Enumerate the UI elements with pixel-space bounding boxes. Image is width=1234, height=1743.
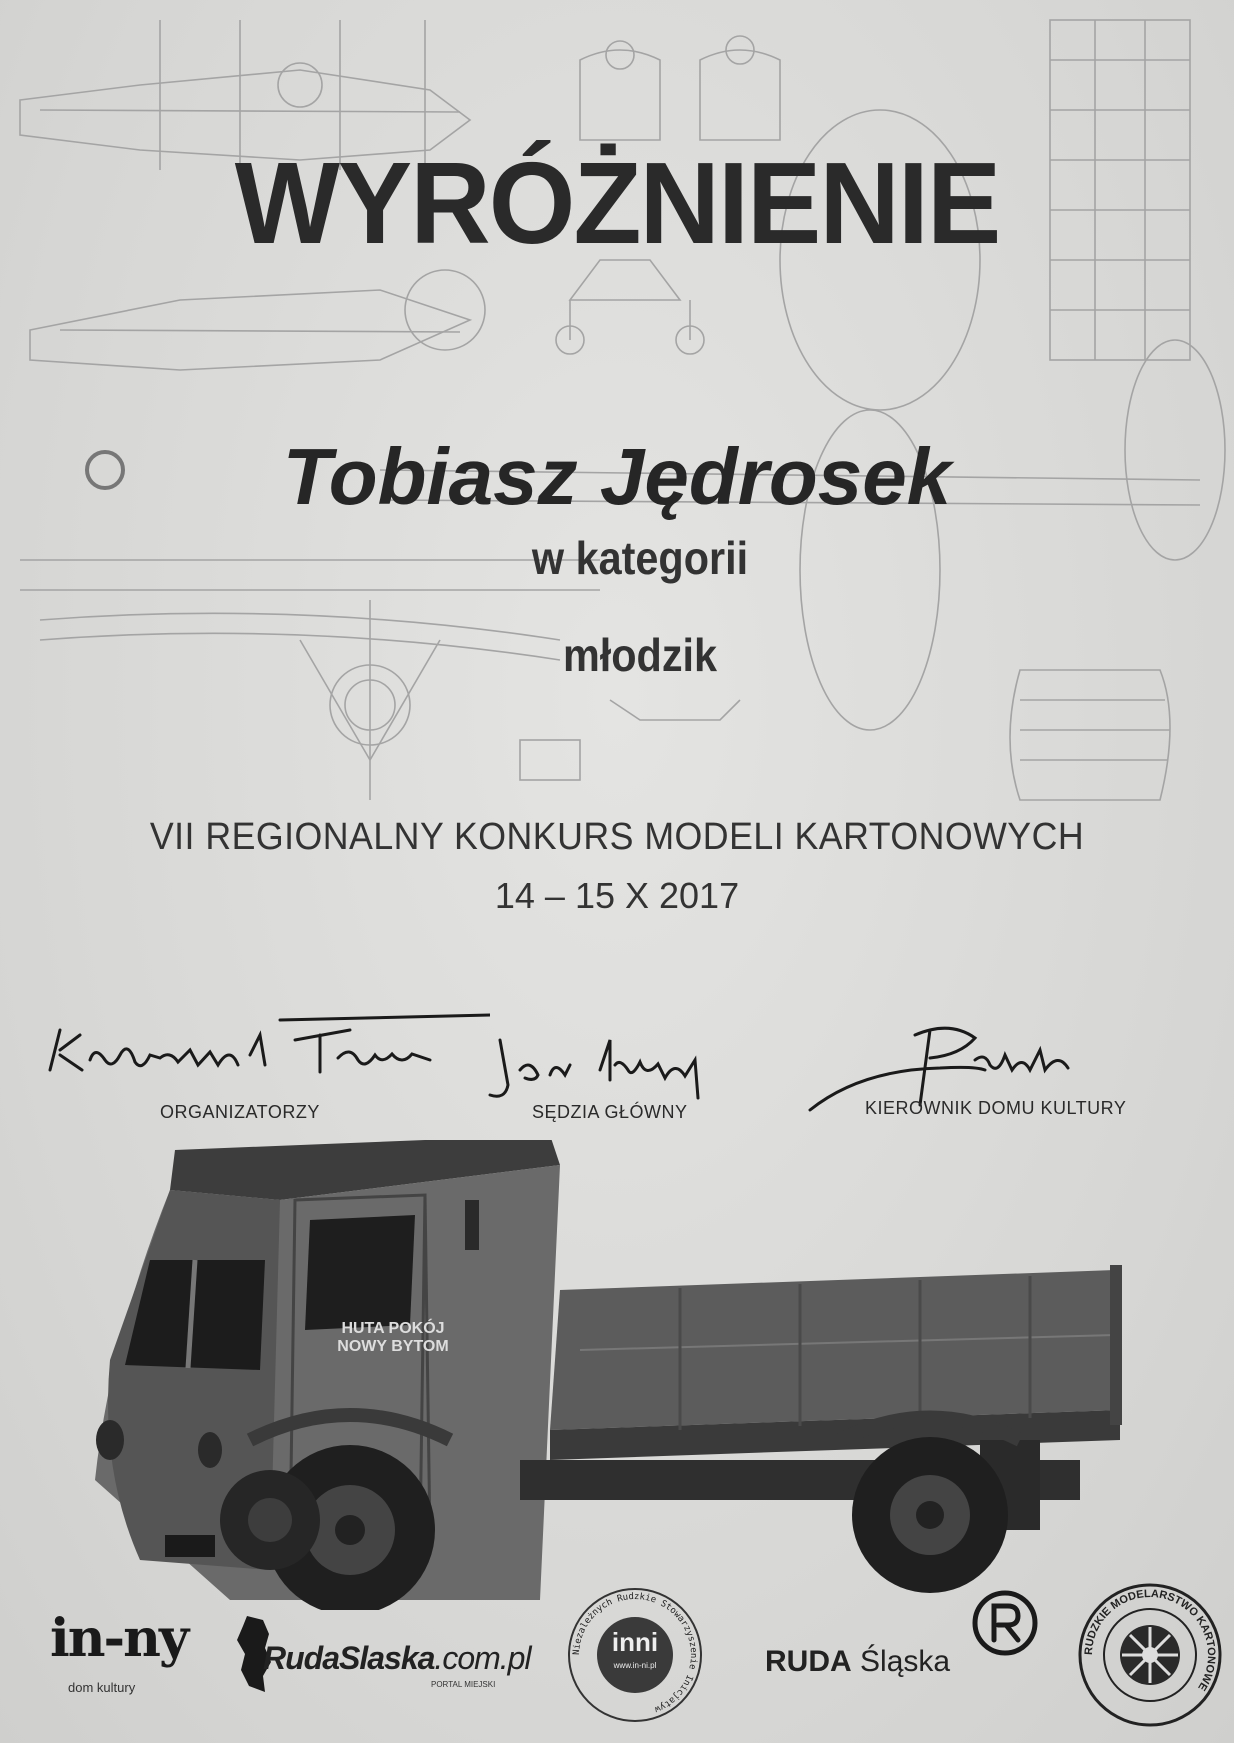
logo-inni-association xyxy=(565,1585,705,1725)
signature-organizers xyxy=(20,1010,490,1090)
logo-r-mark xyxy=(970,1588,1040,1658)
certificate-title: WYRÓŻNIENIE xyxy=(234,138,1000,268)
innym-wordmark: in-ny xyxy=(50,1608,188,1669)
rudaslaska-portal-wordmark: RudaSlaska.com.pl xyxy=(263,1640,531,1676)
logo-ruda-slaska-city xyxy=(765,1645,985,1695)
inni-url: www.in-ni.pl xyxy=(613,1661,657,1670)
inni-wordmark: inni xyxy=(611,1627,659,1657)
ruda-slaska-bold: RUDA xyxy=(765,1645,852,1678)
role-chief-judge: SĘDZIA GŁÓWNY xyxy=(532,1102,688,1122)
role-culture-house-director: KIEROWNIK DOMU KULTURY xyxy=(865,1098,1127,1118)
truck-door-text-line1: HUTA POKÓJ xyxy=(341,1320,445,1337)
modeling-wheel-badge-icon xyxy=(1075,1580,1225,1730)
ruda-slaska-regular: Śląska xyxy=(860,1645,951,1678)
logo-innym-culture-house xyxy=(40,1600,200,1710)
r-circle-icon xyxy=(970,1588,1040,1658)
contest-date: 14 – 15 X 2017 xyxy=(494,875,740,916)
category-value: młodzik xyxy=(562,629,718,681)
innym-subtitle: dom kultury xyxy=(68,1680,136,1695)
logo-ruda-paper-modeling xyxy=(1075,1580,1225,1730)
signature-judge xyxy=(480,1020,740,1110)
svg-text:RUDZKIE MODELARSTWO KARTONOWE: RUDZKIE MODELARSTWO KARTONOWE xyxy=(1082,1587,1218,1693)
rudaslaska-portal-subtitle: PORTAL MIEJSKI xyxy=(431,1680,496,1689)
recipient-name: Tobiasz Jędrosek xyxy=(282,432,952,521)
category-label: w kategorii xyxy=(531,532,749,584)
role-organizers: ORGANIZATORZY xyxy=(160,1102,320,1122)
svg-text:Niezależnych Rudzkie Stowarzys: Niezależnych Rudzkie Stowarzyszenie Inicjatyw xyxy=(571,1591,699,1715)
truck-door-text-line2: NOWY BYTOM xyxy=(337,1338,449,1355)
logo-rudaslaska-portal xyxy=(235,1610,545,1700)
contest-name: VII REGIONALNY KONKURS MODELI KARTONOWYCH xyxy=(149,816,1085,858)
truck-illustration xyxy=(80,1140,1140,1610)
